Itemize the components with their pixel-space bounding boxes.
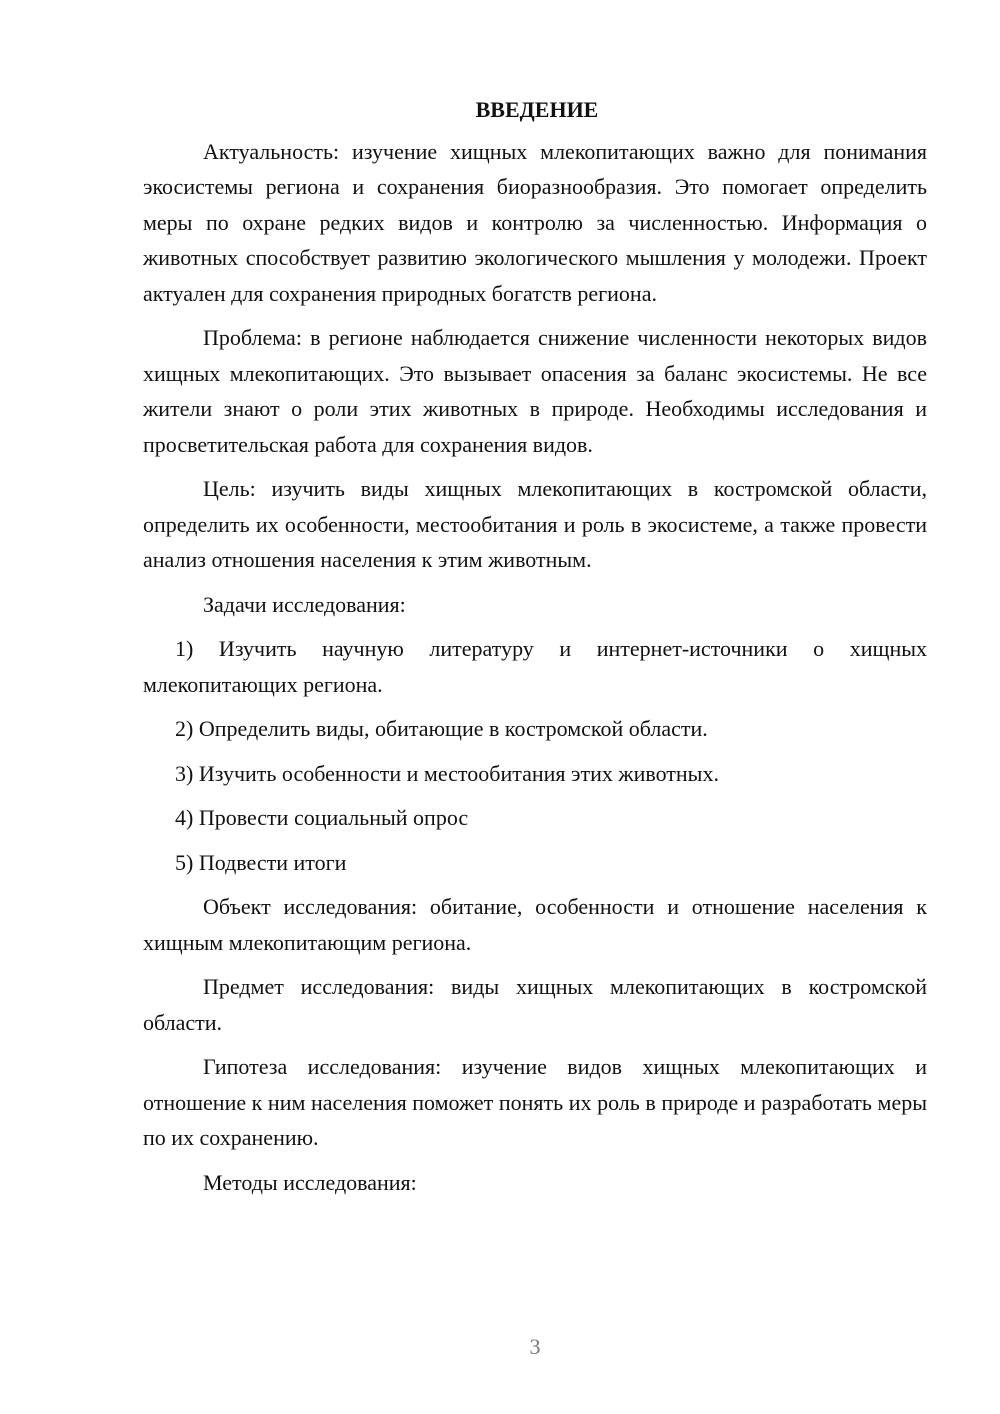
task-item: 4) Провести социальный опрос: [175, 805, 469, 830]
task-item: 1) Изучить научную литературу и интернет-источники о хищных млекопитающих региона.: [143, 636, 927, 697]
paragraph-goal: Цель: изучить виды хищных млекопитающих в костромской области, определить их особенности, местообитания и роль в экосистеме, а также провести анализ отношения населения к этим животным.: [143, 476, 927, 572]
page-number: 3: [529, 1334, 541, 1359]
paragraph-tasks-heading: Задачи исследования:: [203, 591, 406, 617]
paragraph-object: Объект исследования: обитание, особенности и отношение населения к хищным млекопитающим региона.: [143, 894, 927, 955]
page-content: [143, 92, 927, 1209]
paragraph-subject: Предмет исследования: виды хищных млекопитающих в костромской области.: [143, 974, 927, 1035]
paragraph-relevance: Актуальность: изучение хищных млекопитающих важно для понимания экосистемы региона и сохранения биоразнообразия. Это помогает определить меры по охране редких видов и контролю за численностью. Информация о животных способствует развитию экологического мышления у молодежи. Проект актуален для сохранения природных богатств региона.: [143, 138, 927, 306]
paragraph-hypothesis: Гипотеза исследования: изучение видов хищных млекопитающих и отношение к ним населения поможет понять их роль в природе и разработать меры по их сохранению.: [143, 1054, 927, 1150]
paragraph-methods: Методы исследования:: [203, 1169, 417, 1195]
task-item: 2) Определить виды, обитающие в костромской области.: [175, 716, 708, 741]
paragraph-problem: Проблема: в регионе наблюдается снижение численности некоторых видов хищных млекопитающих. Это вызывает опасения за баланс экосистемы. Не все жители знают о роли этих животных в природе. Необходимы исследования и просветительская работа для сохранения видов.: [143, 325, 927, 457]
task-item: 5) Подвести итоги: [175, 849, 347, 875]
task-item: 3) Изучить особенности и местообитания этих животных.: [175, 760, 719, 786]
section-title: ВВЕДЕНИЕ: [475, 97, 599, 122]
